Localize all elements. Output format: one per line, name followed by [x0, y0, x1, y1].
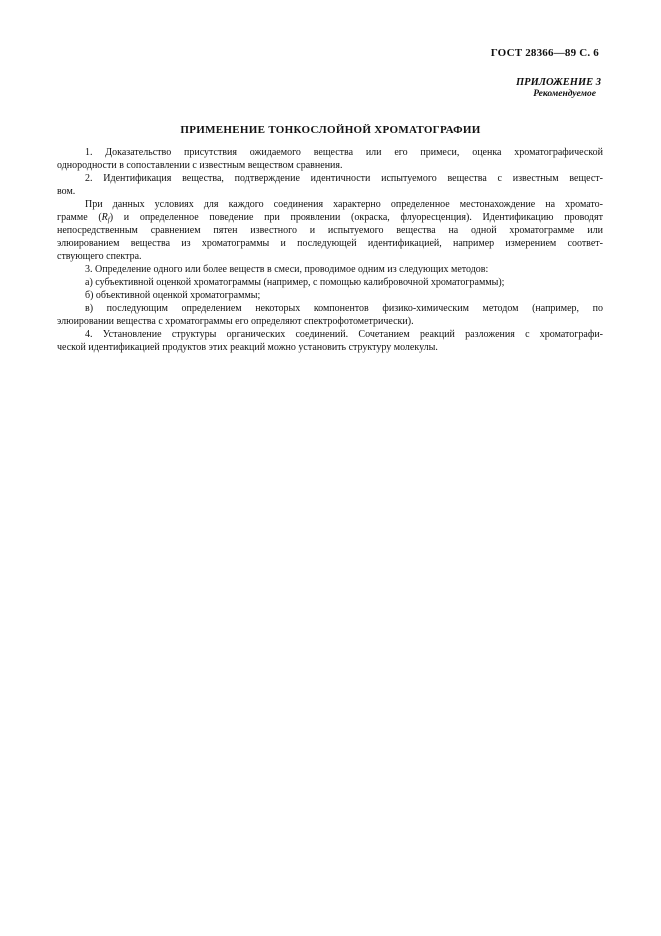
text-line: При данных условиях для каждого соединения характерно определенное местонахождение на хромато-	[85, 199, 603, 210]
text-line: б) объективной оценкой хроматограммы;	[85, 290, 261, 301]
text-line: элюировании вещества с хроматограммы его определяют спектрофотометрически).	[57, 316, 414, 327]
text-line: однородности в сопоставлении с известным веществом сравнения.	[57, 160, 343, 171]
text-line: 2. Идентификация вещества, подтверждение идентичности испытуемого вещества с известным вещест-	[85, 173, 603, 184]
gost-header: ГОСТ 28366—89 С. 6	[490, 47, 599, 59]
text-line: грамме $(R_f)$ и определенное поведение при проявлении (окраска, флуоресценция). Идентификацию проводят	[57, 212, 603, 224]
text-line: 3. Определение одного или более веществ в смеси, проводимое одним из следующих методов:	[85, 264, 489, 275]
text-line: ствующего спектра.	[57, 251, 142, 262]
text-line: в) последующим определением некоторых компонентов физико-химическим методом (например, по	[85, 303, 603, 314]
text-line: элюированием вещества из хроматограммы и последующей идентификацией, например измерением соответ-	[57, 238, 603, 249]
text-line: непосредственным сравнением пятен известного и испытуемого вещества на одной хроматограмме или	[57, 225, 603, 236]
appendix-label: ПРИЛОЖЕНИЕ 3	[516, 77, 601, 88]
document-body	[57, 146, 603, 354]
text-line: 1. Доказательство присутствия ожидаемого вещества или его примеси, оценка хроматографической	[85, 147, 603, 158]
text-line: а) субъективной оценкой хроматограммы (например, с помощью калибровочной хроматограммы);	[85, 277, 505, 288]
text-line: вом.	[57, 186, 76, 197]
appendix-note: Рекомендуемое	[533, 89, 596, 99]
text-line: 4. Установление структуры органических соединений. Сочетанием реакций разложения с хроматографи-	[85, 329, 603, 340]
text-line: ческой идентификацией продуктов этих реакций можно установить структуру молекулы.	[57, 342, 438, 353]
page-title: ПРИМЕНЕНИЕ ТОНКОСЛОЙНОЙ ХРОМАТОГРАФИИ	[180, 124, 481, 136]
